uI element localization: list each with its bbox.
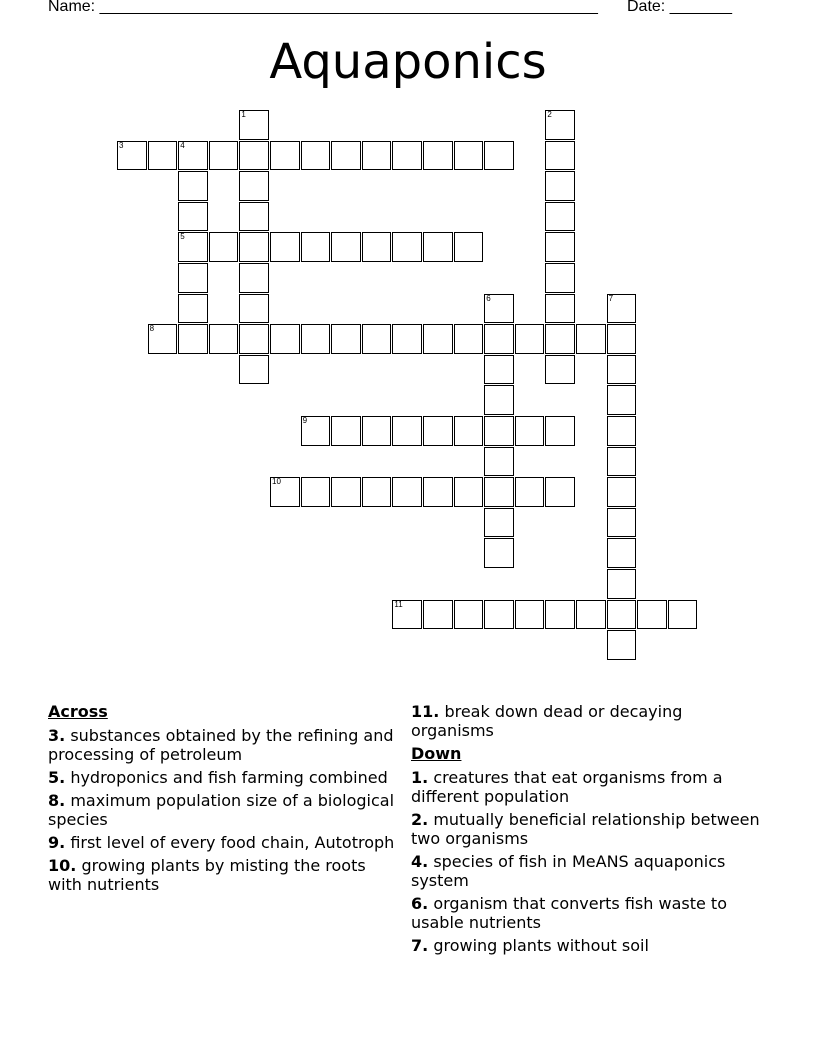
grid-cell (239, 202, 269, 232)
grid-cell (607, 538, 637, 568)
grid-cell (515, 600, 545, 630)
grid-cell (270, 477, 300, 507)
clue-text: growing plants without soil (433, 936, 649, 955)
grid-cell (362, 416, 392, 446)
grid-cell (239, 171, 269, 201)
grid-cell (484, 141, 514, 171)
clue-number: 11. (411, 702, 440, 721)
grid-cell (454, 600, 484, 630)
across-heading: Across (48, 702, 108, 721)
clue-across-5 (48, 768, 398, 787)
grid-cell (178, 141, 208, 171)
clue-text: break down dead or decaying organisms (411, 702, 683, 740)
grid-cell (607, 600, 637, 630)
cell-number: 2 (547, 110, 552, 119)
grid-cell (454, 141, 484, 171)
grid-cell (331, 477, 361, 507)
clues-column-left (48, 702, 398, 898)
grid-cell (668, 600, 698, 630)
grid-cell (607, 294, 637, 324)
grid-cell (239, 141, 269, 171)
grid-cell (423, 477, 453, 507)
clue-text: growing plants by misting the roots with nutrients (48, 856, 366, 894)
grid-cell (484, 538, 514, 568)
clue-number: 2. (411, 810, 429, 829)
grid-cell (607, 385, 637, 415)
grid-cell (607, 477, 637, 507)
grid-cell (423, 232, 453, 262)
clue-text: first level of every food chain, Autotroph (70, 833, 395, 852)
grid-cell (576, 324, 606, 354)
clues-column-right (411, 702, 761, 959)
clue-text: mutually beneficial relationship between two organisms (411, 810, 760, 848)
clue-number: 1. (411, 768, 429, 787)
grid-cell (545, 110, 575, 140)
cell-number: 10 (272, 477, 281, 487)
grid-cell (178, 171, 208, 201)
grid-cell (545, 232, 575, 262)
grid-cell (484, 477, 514, 507)
grid-cell (423, 416, 453, 446)
clue-number: 10. (48, 856, 77, 875)
grid-cell (362, 232, 392, 262)
clue-text: creatures that eat organisms from a different population (411, 768, 723, 806)
page-title: Aquaponics (269, 34, 547, 90)
grid-cell (545, 324, 575, 354)
grid-cell (545, 294, 575, 324)
cell-number: 3 (119, 140, 124, 150)
cell-number: 11 (394, 599, 403, 609)
grid-cell (209, 232, 239, 262)
grid-cell (301, 232, 331, 262)
grid-cell (270, 232, 300, 262)
clue-text: organism that converts fish waste to usable nutrients (411, 894, 727, 932)
clue-number: 8. (48, 791, 66, 810)
clue-down-1 (411, 768, 761, 806)
grid-cell (117, 141, 147, 171)
cell-number: 5 (180, 232, 185, 242)
grid-cell (423, 600, 453, 630)
clue-down-7 (411, 936, 761, 955)
grid-cell (331, 232, 361, 262)
clue-across-8 (48, 791, 398, 829)
grid-cell (178, 263, 208, 293)
grid-cell (392, 600, 422, 630)
clue-number: 3. (48, 726, 66, 745)
cell-number: 6 (486, 293, 491, 303)
grid-cell (484, 355, 514, 385)
grid-cell (178, 232, 208, 262)
grid-cell (270, 141, 300, 171)
grid-cell (392, 477, 422, 507)
grid-cell (484, 600, 514, 630)
grid-cell (484, 385, 514, 415)
clue-down-6 (411, 894, 761, 932)
grid-cell (484, 416, 514, 446)
cell-number: 7 (608, 293, 614, 303)
grid-cell (392, 416, 422, 446)
grid-cell (545, 355, 575, 385)
grid-cell (331, 324, 361, 354)
grid-cell (515, 416, 545, 446)
grid-cell (637, 600, 667, 630)
grid-cell (178, 324, 208, 354)
clue-text: substances obtained by the refining and processing of petroleum (48, 726, 394, 764)
grid-cell (454, 232, 484, 262)
grid-cell (362, 477, 392, 507)
grid-cell (454, 324, 484, 354)
grid-cell (331, 416, 361, 446)
clue-down-2 (411, 810, 761, 848)
name-field-label: Name: ________________________________________________________ (48, 0, 598, 15)
grid-cell (545, 202, 575, 232)
clue-text: hydroponics and fish farming combined (70, 768, 388, 787)
grid-cell (239, 294, 269, 324)
grid-cell (301, 477, 331, 507)
clue-across-10 (48, 856, 398, 894)
grid-cell (301, 141, 331, 171)
grid-cell (331, 141, 361, 171)
clue-across-9 (48, 833, 398, 852)
grid-cell (301, 324, 331, 354)
cell-number: 9 (302, 416, 308, 425)
grid-cell (148, 141, 178, 171)
clue-number: 5. (48, 768, 66, 787)
clue-text: maximum population size of a biological species (48, 791, 395, 829)
down-heading: Down (411, 744, 462, 763)
grid-cell (423, 141, 453, 171)
grid-cell (392, 141, 422, 171)
grid-cell (454, 416, 484, 446)
grid-cell (362, 324, 392, 354)
cell-number: 8 (149, 324, 155, 334)
grid-cell (239, 110, 269, 140)
grid-cell (239, 263, 269, 293)
grid-cell (607, 630, 637, 660)
grid-cell (362, 141, 392, 171)
grid-cell (607, 416, 637, 446)
clue-text: species of fish in MeANS aquaponics system (411, 852, 726, 890)
grid-cell (484, 508, 514, 538)
grid-cell (239, 355, 269, 385)
clue-number: 6. (411, 894, 429, 913)
grid-cell (515, 324, 545, 354)
grid-cell (209, 141, 239, 171)
grid-cell (607, 569, 637, 599)
clue-number: 7. (411, 936, 429, 955)
grid-cell (484, 447, 514, 477)
grid-cell (178, 202, 208, 232)
clue-number: 4. (411, 852, 429, 871)
grid-cell (545, 263, 575, 293)
grid-cell (484, 324, 514, 354)
grid-cell (178, 294, 208, 324)
clue-number: 9. (48, 833, 66, 852)
clue-down-4 (411, 852, 761, 890)
grid-cell (301, 416, 331, 446)
grid-cell (392, 324, 422, 354)
grid-cell (454, 477, 484, 507)
cell-number: 4 (180, 140, 185, 150)
grid-cell (545, 171, 575, 201)
grid-cell (545, 416, 575, 446)
grid-cell (545, 477, 575, 507)
grid-cell (209, 324, 239, 354)
cell-number: 1 (241, 110, 246, 119)
grid-cell (423, 324, 453, 354)
grid-cell (607, 324, 637, 354)
grid-cell (607, 355, 637, 385)
grid-cell (239, 232, 269, 262)
grid-cell (607, 447, 637, 477)
date-field-label: Date: _______ (627, 0, 732, 15)
grid-cell (148, 324, 178, 354)
grid-cell (392, 232, 422, 262)
clue-across-3 (48, 726, 398, 764)
grid-cell (239, 324, 269, 354)
grid-cell (270, 324, 300, 354)
clue-across-11 (411, 702, 761, 740)
grid-cell (545, 600, 575, 630)
grid-cell (576, 600, 606, 630)
grid-cell (545, 141, 575, 171)
grid-cell (515, 477, 545, 507)
grid-cell (607, 508, 637, 538)
grid-cell (484, 294, 514, 324)
